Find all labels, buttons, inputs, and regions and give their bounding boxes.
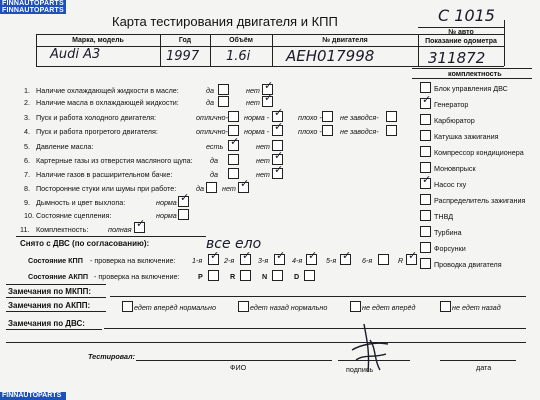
akpp-option-label: едет назад нормально [250, 303, 328, 312]
akpp-option-label: не едет вперёд [362, 303, 416, 312]
check-mark: ✓ [264, 92, 274, 104]
checkbox[interactable] [420, 146, 431, 157]
checkbox[interactable] [420, 258, 431, 269]
mode-label: D [294, 272, 300, 281]
check-number: 6. [24, 156, 30, 165]
check-mark: ✓ [210, 250, 220, 262]
gear-label: 6-я [362, 256, 373, 265]
check-label: Картерные газы из отверстия масляного щупа: [36, 156, 193, 165]
component-label: Карбюратор [434, 116, 475, 125]
gear-label: R [398, 256, 404, 265]
check-label: Состояние сцепления: [36, 211, 112, 220]
akpp-option-label: не едет назад [452, 303, 501, 312]
check-mark: ✓ [276, 250, 286, 262]
option-label: да [210, 170, 218, 179]
brand-logo-top [0, 0, 66, 14]
tested-label: Тестировал: [88, 352, 135, 361]
option-label: нет [256, 156, 270, 165]
option-label: нет [256, 170, 270, 179]
component-label: Турбина [434, 228, 462, 237]
component-label: Насос гху [434, 180, 467, 189]
checkbox[interactable] [378, 254, 389, 265]
check-label: Наличие охлаждающей жидкости в масле: [36, 86, 179, 95]
checkbox[interactable] [322, 111, 333, 122]
checkbox[interactable] [228, 154, 239, 165]
check-label: Посторонние стуки или шумы при работе: [36, 184, 177, 193]
checkbox[interactable] [272, 270, 283, 281]
akpp-remarks-label: Замечания по АКПП: [8, 301, 91, 310]
checkbox[interactable] [386, 125, 397, 136]
option-label: отлично- [196, 127, 228, 136]
component-label: Катушка зажигания [434, 132, 499, 141]
gear-label: 3-я [258, 256, 269, 265]
make-model-header: Марка, модель [72, 37, 124, 44]
akpp-label: Состояние АКПП [28, 272, 89, 281]
page-title: Карта тестирования двигателя и КПП [112, 14, 338, 29]
check-number: 3. [24, 113, 30, 122]
mkpp-remarks-label: Замечания по МКПП: [8, 287, 92, 296]
check-label: Давление масла: [36, 142, 94, 151]
check-number: 5. [24, 142, 30, 151]
year-value: 1997 [166, 49, 200, 64]
check-number: 7. [24, 170, 30, 179]
volume-value: 1.6i [226, 49, 251, 64]
check-number: 8. [24, 184, 30, 193]
option-label: норма [156, 198, 177, 207]
mode-label: N [262, 272, 268, 281]
check-number: 1. [24, 86, 30, 95]
make-model-value: Audi A3 [50, 47, 101, 62]
removed-label: Снято с ДВС (по согласованию): [20, 239, 150, 248]
brand-logo-bottom: FINNAUTOPARTS [0, 392, 66, 400]
component-label: Проводка двигателя [434, 260, 502, 269]
component-label: Компрессор кондиционера [434, 148, 524, 157]
completeness-header: комплектность [448, 69, 502, 78]
check-mark: ✓ [308, 250, 318, 262]
checkbox[interactable] [218, 96, 229, 107]
checkbox[interactable] [206, 182, 217, 193]
option-label: да [210, 156, 218, 165]
checkbox[interactable] [228, 168, 239, 179]
checkbox[interactable] [178, 209, 189, 220]
checkbox[interactable] [420, 210, 431, 221]
component-label: Генератор [434, 100, 469, 109]
check-label: Комплектность: [36, 225, 89, 234]
check-number: 2. [24, 98, 30, 107]
checkbox[interactable] [420, 130, 431, 141]
check-mark: ✓ [408, 250, 418, 262]
volume-header: Объём [229, 37, 253, 44]
check-mark: ✓ [264, 80, 274, 92]
checkbox[interactable] [440, 301, 451, 312]
option-label: да [206, 98, 214, 107]
checkbox[interactable] [420, 162, 431, 173]
option-label: не заводся- [340, 127, 379, 136]
signature-label: подпись [346, 365, 374, 374]
check-label: Наличие масла в охлаждающей жидкости: [36, 98, 179, 107]
check-number: 4. [24, 127, 30, 136]
check-mark: ✓ [136, 218, 146, 230]
option-label: нет [256, 142, 270, 151]
kpp-label: Состояние КПП [28, 256, 83, 265]
component-label: Моновпрыск [434, 164, 476, 173]
component-label: ТНВД [434, 212, 454, 221]
akpp-check-label: - проверка на включение: [94, 272, 180, 281]
option-label: да [196, 184, 204, 193]
check-mark: ✓ [274, 150, 284, 162]
option-label: норма [156, 211, 177, 220]
checkbox[interactable] [228, 125, 239, 136]
gear-label: 5-я [326, 256, 337, 265]
check-number: 11. [20, 225, 30, 234]
check-mark: ✓ [180, 192, 190, 204]
engine-no-value: AEH017998 [286, 47, 375, 65]
check-mark: ✓ [422, 94, 432, 106]
check-label: Дымность и цвет выхлопа: [36, 198, 126, 207]
component-label: Форсунки [434, 244, 466, 253]
year-header: Год [178, 37, 192, 44]
option-label: отлично- [196, 113, 228, 122]
checkbox[interactable] [218, 84, 229, 95]
card-number: С 1015 [438, 6, 495, 25]
option-label: полная [108, 225, 132, 234]
option-label: норма - [244, 113, 270, 122]
check-label: Пуск и работа прогретого двигателя: [36, 127, 158, 136]
checkbox[interactable] [304, 270, 315, 281]
mode-label: P [198, 272, 203, 281]
check-number: 10. [24, 211, 34, 220]
option-label: плохо - [298, 127, 322, 136]
fio-label: ФИО [230, 363, 247, 372]
checkbox[interactable] [322, 125, 333, 136]
checkbox[interactable] [350, 301, 361, 312]
option-label: не заводся- [340, 113, 379, 122]
option-label: нет [246, 86, 260, 95]
check-mark: ✓ [274, 121, 284, 133]
check-mark: ✓ [422, 174, 432, 186]
car-no-header: № авто [448, 29, 474, 36]
brand-text-top: FINNAUTOPARTS FINNAUTOPARTS [2, 0, 64, 14]
check-mark: ✓ [274, 107, 284, 119]
component-label: Блок управления ДВС [434, 84, 508, 93]
engine-no-header: № двигателя [322, 37, 368, 44]
removed-value: все ело [206, 236, 262, 252]
checkbox[interactable] [420, 226, 431, 237]
gear-label: 1-я [192, 256, 203, 265]
checkbox[interactable] [420, 194, 431, 205]
mode-label: R [230, 272, 236, 281]
option-label: норма - [244, 127, 270, 136]
checkbox[interactable] [238, 301, 249, 312]
akpp-option-label: едет вперёд нормально [134, 303, 216, 312]
option-label: плохо - [298, 113, 322, 122]
checkbox[interactable] [420, 82, 431, 93]
gear-label: 2-я [224, 256, 235, 265]
check-mark: ✓ [242, 250, 252, 262]
checkbox[interactable] [122, 301, 133, 312]
date-label: дата [476, 363, 492, 372]
check-mark: ✓ [274, 164, 284, 176]
check-mark: ✓ [230, 136, 240, 148]
checkbox[interactable] [386, 111, 397, 122]
option-label: нет [246, 98, 260, 107]
checkbox[interactable] [420, 114, 431, 125]
checkbox[interactable] [228, 111, 239, 122]
option-label: нет [222, 184, 236, 193]
check-label: Пуск и работа холодного двигателя: [36, 113, 157, 122]
check-mark: ✓ [342, 250, 352, 262]
dvs-remarks-label: Замечания по ДВС: [8, 319, 85, 328]
checkbox[interactable] [240, 270, 251, 281]
gear-label: 4-я [292, 256, 303, 265]
checkbox[interactable] [420, 242, 431, 253]
checkbox[interactable] [208, 270, 219, 281]
check-number: 9. [24, 198, 30, 207]
component-label: Распределитель зажигания [434, 196, 526, 205]
kpp-check-label: - проверка на включение: [90, 256, 176, 265]
option-label: есть [206, 142, 224, 151]
check-mark: ✓ [240, 178, 250, 190]
check-label: Наличие газов в расширительном бачке: [36, 170, 173, 179]
odometer-value: 311872 [428, 49, 486, 67]
odometer-header: Показание одометра [425, 38, 497, 45]
option-label: да [206, 86, 214, 95]
signature-scribble [344, 320, 394, 374]
